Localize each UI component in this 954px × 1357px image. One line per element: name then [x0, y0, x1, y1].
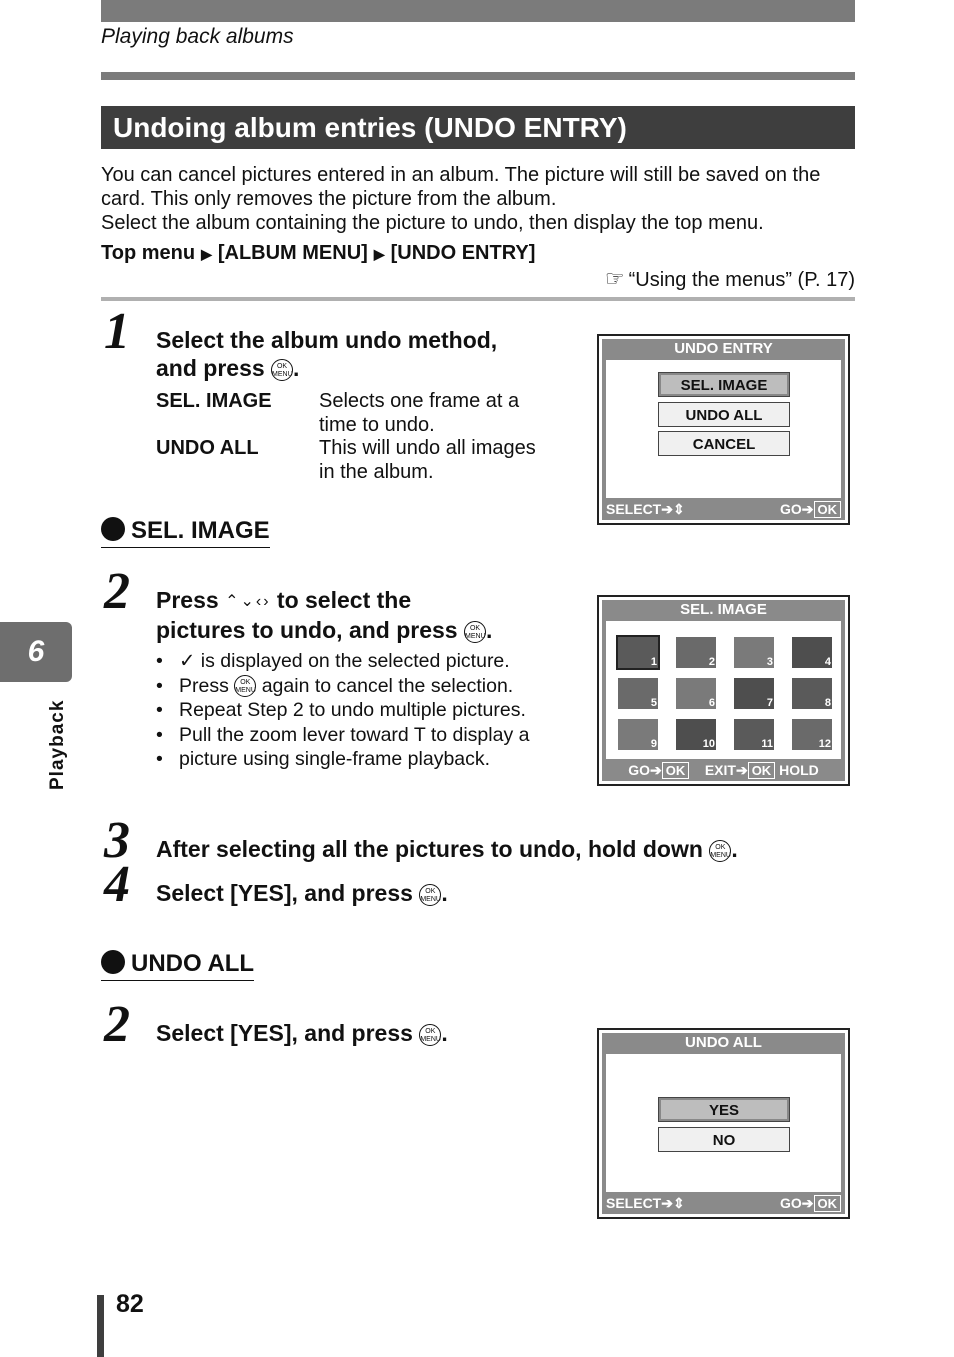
thumbnail-number: 2 — [708, 656, 715, 668]
page-title: Undoing album entries (UNDO ENTRY) — [101, 106, 855, 149]
screen-footer — [602, 1192, 845, 1214]
ok-box: OK — [662, 762, 690, 779]
subheading-sel-image — [101, 517, 270, 548]
ok-menu-button-icon: OK MENU — [709, 840, 731, 862]
thumbnail-number: 10 — [702, 738, 715, 750]
thumbnail-number: 9 — [650, 738, 657, 750]
menu-path-undo: [UNDO ENTRY] — [390, 242, 536, 264]
ok-menu-button-icon: OK MENU — [271, 359, 293, 381]
subheading-undo-all — [101, 950, 254, 981]
page-number-bar — [97, 1295, 104, 1357]
ok-menu-button-icon: OK MENU — [419, 884, 441, 906]
step2-line2: pictures to undo, and press — [156, 617, 458, 643]
screen-title: SEL. IMAGE — [680, 601, 767, 618]
thumbnail[interactable] — [792, 678, 832, 709]
triangle-right-icon: ▶ — [201, 246, 212, 262]
ok-box: OK — [814, 501, 842, 518]
footer-hold-label: HOLD — [779, 762, 819, 778]
thumbnail[interactable] — [792, 719, 832, 750]
chapter-tab: 6 — [0, 622, 72, 682]
option-cancel[interactable]: CANCEL — [658, 431, 790, 456]
menu-path — [101, 242, 535, 265]
thumbnail[interactable] — [618, 678, 658, 709]
step1-text: Select the album undo method, and press OK MENU. — [156, 327, 498, 381]
option-sel-image[interactable]: SEL. IMAGE — [658, 372, 790, 397]
checkmark-icon: ✓ — [179, 650, 196, 672]
circle-bullet-icon — [101, 517, 125, 541]
intro-text — [101, 163, 855, 235]
step2-line1: to select the — [276, 587, 412, 613]
thumbnail-number: 4 — [824, 656, 831, 668]
option-undo-all[interactable]: UNDO ALL — [658, 402, 790, 427]
thumbnail-number: 11 — [761, 738, 773, 750]
screen-footer — [602, 759, 845, 781]
thumbnail[interactable] — [676, 637, 716, 668]
thumbnail[interactable] — [734, 678, 774, 709]
definition-desc: in the album. — [319, 461, 434, 483]
definition-desc: This will undo all images — [319, 437, 536, 459]
chapter-label: Playback — [47, 699, 68, 790]
intro-line: card. This only removes the picture from the album. — [101, 188, 557, 210]
footer-exit-label: EXIT — [704, 762, 736, 778]
reference-text: “Using the menus” (P. 17) — [628, 269, 855, 291]
definition-desc: time to undo. — [319, 414, 435, 436]
screen-body — [606, 1054, 841, 1192]
screen-title: UNDO ALL — [685, 1034, 762, 1051]
step2-notes — [156, 649, 566, 772]
ok-menu-button-icon: OK MENU — [464, 621, 486, 643]
option-yes[interactable]: YES — [658, 1097, 790, 1122]
footer-go-label: GO — [779, 1195, 802, 1211]
screen-footer — [602, 498, 845, 520]
step-number: 4 — [104, 856, 130, 913]
list-item-continued: • picture using single-frame playback. — [156, 747, 566, 772]
header-bar — [101, 0, 855, 22]
thumbnail-grid — [606, 621, 841, 759]
screen-title: UNDO ENTRY — [674, 340, 773, 357]
thumbnail[interactable] — [676, 678, 716, 709]
arrow-right-icon: ➔ — [650, 762, 662, 778]
intro-line: You can cancel pictures entered in an album. The picture will still be saved on the — [101, 164, 821, 186]
intro-line: Select the album containing the picture to undo, then display the top menu. — [101, 212, 764, 234]
thumbnail-number: 1 — [650, 656, 657, 668]
ok-menu-button-icon: OK MENU — [419, 1024, 441, 1046]
circle-bullet-icon — [101, 950, 125, 974]
arrow-right-icon: ➔ — [661, 501, 673, 517]
step1-line1: Select the album undo method, — [156, 327, 498, 353]
list-item: • Pull the zoom lever toward T to display a — [156, 723, 566, 748]
menu-path-top: Top menu — [101, 242, 196, 264]
section-label: Playing back albums — [101, 25, 294, 48]
thumbnail-number: 6 — [708, 697, 715, 709]
definition-term: SEL. IMAGE — [156, 390, 272, 412]
thumbnail[interactable] — [792, 637, 832, 668]
list-item: • Press OK MENU again to cancel the selection. — [156, 674, 566, 699]
thumbnail[interactable] — [618, 637, 658, 668]
step-number: 2 — [104, 996, 130, 1053]
footer-select-label: SELECT — [606, 1195, 662, 1211]
step2-press: Press — [156, 587, 219, 613]
pointing-hand-icon: ☞ — [604, 266, 625, 291]
arrow-right-icon: ➔ — [801, 501, 814, 517]
thumbnail-number: 3 — [766, 656, 773, 668]
page-reference — [605, 266, 855, 292]
step4-text: Select [YES], and press OK MENU. — [156, 880, 448, 906]
screen-undo-entry — [597, 334, 850, 525]
thumbnail[interactable] — [734, 719, 774, 750]
step1-line2: and press — [156, 355, 265, 381]
divider — [101, 297, 855, 301]
arrow-right-icon: ➔ — [735, 762, 748, 778]
footer-go-label: GO — [779, 501, 802, 517]
definition-term: UNDO ALL — [156, 437, 259, 459]
up-down-icon: ⇕ — [672, 501, 685, 517]
arrow-right-icon: ➔ — [661, 1195, 673, 1211]
step2b-text: Select [YES], and press OK MENU. — [156, 1020, 448, 1046]
subheading-text: UNDO ALL — [131, 950, 255, 977]
footer-go-label: GO — [628, 762, 651, 778]
list-item: • ✓ is displayed on the selected picture. — [156, 649, 566, 674]
up-down-icon: ⇕ — [672, 1195, 685, 1211]
ok-box: OK — [748, 762, 776, 779]
screen-sel-image — [597, 595, 850, 786]
step-number: 1 — [104, 303, 130, 360]
thumbnail-number: 7 — [766, 697, 773, 709]
definition-desc: Selects one frame at a — [319, 390, 520, 412]
ok-menu-button-icon: OK MENU — [234, 675, 256, 697]
page-number: 82 — [116, 1290, 144, 1318]
footer-select-label: SELECT — [606, 501, 662, 517]
thumbnail-number: 5 — [650, 697, 657, 709]
thumbnail-number: 8 — [824, 697, 831, 709]
menu-path-album: [ALBUM MENU] — [217, 242, 368, 264]
thumbnail-number: 12 — [818, 738, 831, 750]
arrow-right-icon: ➔ — [801, 1195, 814, 1211]
step2-text: Press ⌃⌄‹› to select the pictures to undo, and press OK MENU. — [156, 587, 493, 643]
screen-undo-all — [597, 1028, 850, 1219]
option-no[interactable]: NO — [658, 1127, 790, 1152]
list-item: • Repeat Step 2 to undo multiple pictures. — [156, 698, 566, 723]
step-number: 2 — [104, 563, 130, 620]
thumbnail[interactable] — [618, 719, 658, 750]
step-number: 3 — [104, 812, 130, 869]
method-definitions — [156, 389, 556, 489]
ok-box: OK — [814, 1195, 842, 1212]
thumbnail[interactable] — [676, 719, 716, 750]
header-rule — [101, 72, 855, 80]
triangle-right-icon: ▶ — [373, 246, 385, 262]
thumbnail[interactable] — [734, 637, 774, 668]
arrow-pad-icon: ⌃⌄‹› — [225, 593, 271, 610]
step3-text: After selecting all the pictures to undo, hold down OK MENU. — [156, 836, 738, 862]
subheading-text: SEL. IMAGE — [131, 517, 270, 544]
screen-body — [606, 360, 841, 498]
